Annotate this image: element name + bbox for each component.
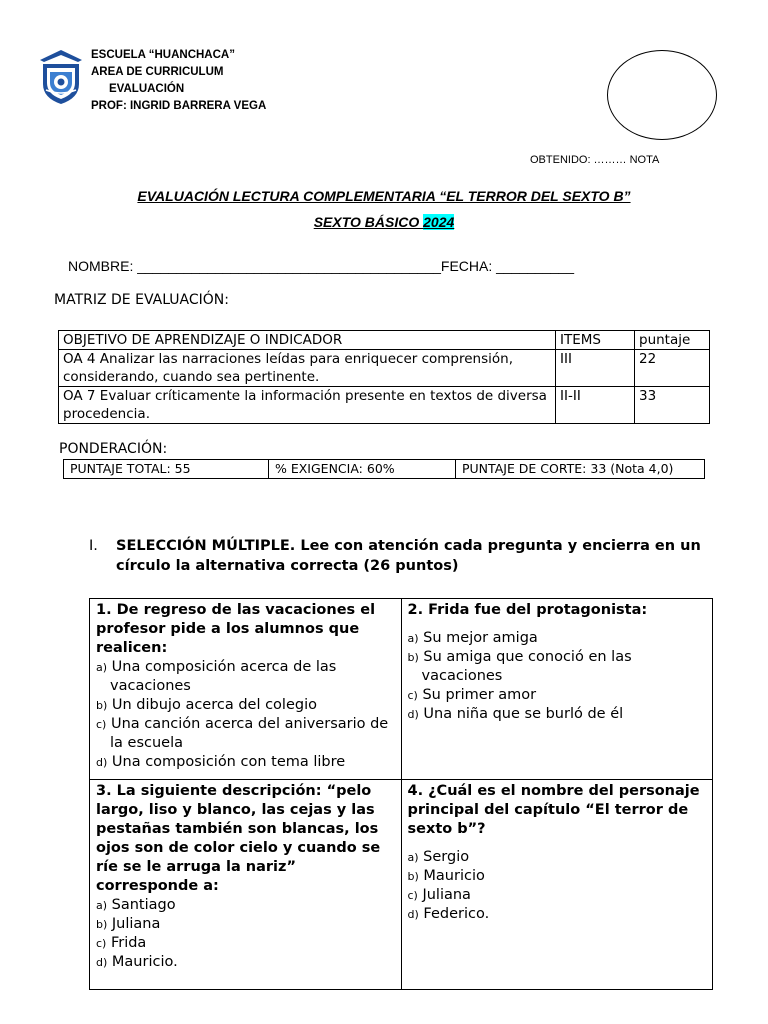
option-letter: b)	[407, 870, 419, 883]
grade-circle	[607, 50, 717, 140]
school-header	[91, 47, 266, 115]
option-letter: c)	[96, 718, 107, 731]
section-number: I.	[89, 538, 98, 554]
option-c[interactable]	[408, 886, 707, 905]
question-cell	[401, 599, 713, 780]
table-row	[90, 780, 713, 990]
table-header: puntaje	[635, 331, 710, 350]
table-row	[90, 599, 713, 780]
option-letter: d)	[407, 708, 419, 721]
option-letter: a)	[407, 851, 419, 864]
questions-table	[89, 598, 713, 990]
option-a[interactable]	[96, 896, 395, 915]
question-text: 4. ¿Cuál es el nombre del personaje principal del capítulo “El terror de sexto b”?	[407, 783, 700, 837]
question-cell	[90, 780, 402, 990]
option-text: Una composición acerca de las vacaciones	[110, 659, 337, 694]
option-text: Una canción acerca del aniversario de la escuela	[110, 716, 389, 751]
option-letter: b)	[96, 699, 108, 712]
obtenido-label: OBTENIDO: ……… NOTA	[530, 154, 660, 166]
school-teacher: PROF: INGRID BARRERA VEGA	[91, 100, 267, 112]
nombre-fecha-line: NOMBRE: _______________________________________FECHA: __________	[68, 258, 574, 274]
page-subtitle	[0, 214, 768, 230]
school-area: AREA DE CURRICULUM	[91, 66, 224, 78]
option-letter: c)	[407, 889, 418, 902]
matriz-table	[58, 330, 710, 424]
option-letter: d)	[407, 908, 419, 921]
option-text: Mauricio.	[111, 954, 178, 970]
table-row	[59, 331, 710, 350]
option-d[interactable]	[96, 753, 395, 772]
table-row	[59, 387, 710, 424]
option-letter: d)	[96, 756, 108, 769]
option-a[interactable]	[408, 848, 707, 867]
table-cell: % EXIGENCIA: 60%	[269, 460, 456, 479]
option-d[interactable]	[96, 953, 395, 972]
subtitle-text: SEXTO BÁSICO	[313, 214, 424, 230]
option-text: Frida	[110, 935, 147, 951]
option-text: Juliana	[422, 887, 471, 903]
option-letter: d)	[96, 956, 108, 969]
table-cell: PUNTAJE TOTAL: 55	[64, 460, 269, 479]
option-text: Su primer amor	[422, 687, 537, 703]
page-title: EVALUACIÓN LECTURA COMPLEMENTARIA “EL TERROR DEL SEXTO B”	[137, 188, 631, 204]
table-cell: 33	[635, 387, 710, 424]
option-text: Su amiga que conoció en las vacaciones	[421, 649, 632, 684]
table-row	[64, 460, 705, 479]
option-letter: a)	[407, 632, 419, 645]
matriz-heading: MATRIZ DE EVALUACIÓN:	[54, 292, 229, 308]
question-text: 2. Frida fue del protagonista:	[407, 602, 648, 618]
table-cell: 22	[635, 350, 710, 387]
ponderacion-heading: PONDERACIÓN:	[59, 441, 168, 457]
table-header: OBJETIVO DE APRENDIZAJE O INDICADOR	[59, 331, 556, 350]
section-heading	[89, 536, 719, 576]
section-instructions: SELECCIÓN MÚLTIPLE. Lee con atención cada pregunta y encierra en un círculo la alternativa correcta (26 puntos)	[116, 538, 701, 574]
option-c[interactable]	[96, 934, 395, 953]
school-evaluation: EVALUACIÓN	[109, 83, 185, 95]
table-row	[59, 350, 710, 387]
option-d[interactable]	[408, 905, 707, 924]
school-crest-icon	[36, 46, 86, 106]
option-text: Santiago	[111, 897, 176, 913]
option-letter: c)	[407, 689, 418, 702]
ponderacion-table	[63, 459, 705, 479]
subtitle-year: 2024	[423, 214, 455, 230]
table-header: ITEMS	[556, 331, 635, 350]
option-text: Sergio	[423, 849, 470, 865]
option-text: Un dibujo acerca del colegio	[111, 697, 317, 713]
option-text: Una niña que se burló de él	[423, 706, 624, 722]
option-letter: c)	[96, 937, 107, 950]
option-letter: a)	[96, 899, 108, 912]
question-text: 1. De regreso de las vacaciones el profesor pide a los alumnos que realicen:	[96, 602, 376, 656]
option-d[interactable]	[408, 705, 707, 724]
table-cell: III	[556, 350, 635, 387]
option-b[interactable]	[96, 696, 395, 715]
option-letter: a)	[96, 661, 108, 674]
school-name: ESCUELA “HUANCHACA”	[91, 49, 235, 61]
option-text: Mauricio	[423, 868, 485, 884]
option-letter: b)	[407, 651, 419, 664]
option-c[interactable]	[96, 715, 395, 753]
option-a[interactable]	[96, 658, 395, 696]
option-letter: b)	[96, 918, 108, 931]
option-text: Su mejor amiga	[423, 630, 538, 646]
option-text: Federico.	[423, 906, 490, 922]
option-text: Una composición con tema libre	[111, 754, 346, 770]
table-cell: OA 7 Evaluar críticamente la información presente en textos de diversa procedencia.	[59, 387, 556, 424]
table-cell: II-II	[556, 387, 635, 424]
option-b[interactable]	[408, 648, 707, 686]
option-b[interactable]	[96, 915, 395, 934]
option-text: Juliana	[111, 916, 161, 932]
question-text: 3. La siguiente descripción: “pelo largo, liso y blanco, las cejas y las pestañas también son blancas, los ojos son de color cielo y cuando se ríe se le arruga la nariz” corresponde a:	[96, 783, 381, 894]
option-b[interactable]	[408, 867, 707, 886]
question-cell	[401, 780, 713, 990]
option-a[interactable]	[408, 629, 707, 648]
table-cell: OA 4 Analizar las narraciones leídas para enriquecer comprensión, considerando, cuando sea pertinente.	[59, 350, 556, 387]
option-c[interactable]	[408, 686, 707, 705]
table-cell: PUNTAJE DE CORTE: 33 (Nota 4,0)	[456, 460, 705, 479]
question-cell	[90, 599, 402, 780]
